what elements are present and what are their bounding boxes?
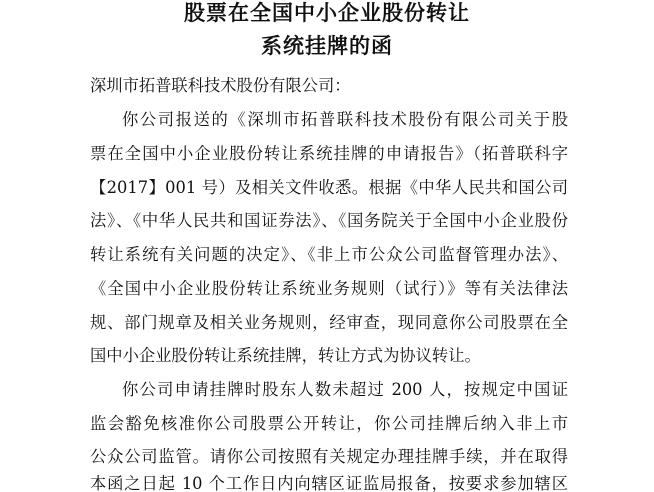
- document-title-line-2: 系统挂牌的函: [261, 33, 393, 58]
- paragraph-line: 规、部门规章及相关业务规则，经审查，现同意你公司股票在全: [90, 313, 568, 332]
- paragraph-line: 法》、《中华人民共和国证券法》、《国务院关于全国中小企业股份: [90, 211, 568, 230]
- paragraph-line: 监会豁免核准你公司股票公开转让，你公司挂牌后纳入非上市: [90, 414, 568, 433]
- document-title-line-1: 股票在全国中小企业股份转让: [184, 0, 470, 25]
- paragraph-line: 【2017】001 号）及相关文件收悉。根据《中华人民共和国公司: [90, 178, 568, 197]
- paragraph-line: 《全国中小企业股份转让系统业务规则（试行）》等有关法律法: [90, 279, 568, 298]
- paragraph-line: 本函之日起 10 个工作日内向辖区证监局报备，按要求参加辖区: [90, 474, 568, 492]
- salutation: 深圳市拓普联科技术股份有限公司：: [90, 76, 351, 95]
- paragraph-line: 转让系统有关问题的决定》、《非上市公众公司监督管理办法》、: [90, 245, 568, 264]
- paragraph-line: 你公司申请挂牌时股东人数未超过 200 人，按规定中国证: [122, 380, 568, 399]
- paragraph-line: 国中小企业股份转让系统挂牌，转让方式为协议转让。: [90, 346, 481, 365]
- paragraph-line: 你公司报送的《深圳市拓普联科技术股份有限公司关于股: [122, 110, 568, 129]
- paragraph-line: 票在全国中小企业股份转让系统挂牌的申请报告》（拓普联科字: [90, 144, 568, 163]
- paragraph-line: 公众公司监管。请你公司按照有关规定办理挂牌手续，并在取得: [90, 447, 568, 466]
